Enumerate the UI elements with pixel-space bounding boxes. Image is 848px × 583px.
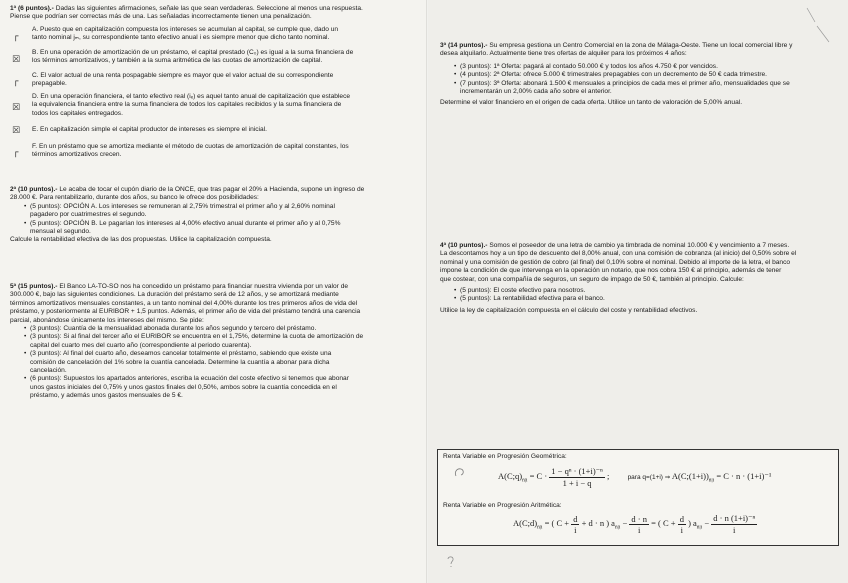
question-2-option-b: (5 puntos): OPCIÓN B. Le pagarían los intereses al 4,00% efectivo anual durante el primer año y al 0,75% [30,219,341,227]
arithmetic-minus-2: − [704,517,710,528]
arithmetic-mid-3: ) a [688,517,697,528]
geometric-numerator: 1 − qⁿ · (1+i)⁻ⁿ [551,466,603,476]
question-5-line-2: 300.000 €, bajo las siguientes condiciones. La duración del préstamo será de 12 años, y se amortizará mediante [10,291,339,299]
geometric-rhs-sub: n̄|i [708,477,715,484]
question-4-part-2: (5 puntos): La rentabilidad efectiva para el banco. [460,295,605,303]
arithmetic-dn-over-i [629,514,649,535]
question-5 [10,283,420,401]
option-d-line-3: todos los capitales entregados. [32,109,123,117]
arithmetic-i: i [574,524,577,535]
question-3-offer-3: (7 puntos): 3ª Oferta: abonará 1.500 € mensuales a principios de cada mes el primer año, mensualidades que se [460,79,790,87]
arithmetic-i-4: i [733,525,736,535]
option-e-line-1: E. En capitalización simple el capital productor de intereses es siempre el inicial. [32,126,267,133]
question-3-title: 3ª (14 puntos).- [440,42,488,49]
question-5-part-1: (3 puntos): Cuantía de la mensualidad abonada durante los años segundo y tercero del préstamo. [30,325,317,333]
geometric-condition: para q=(1+i) ⇒ [627,473,671,481]
option-a [32,26,422,43]
arithmetic-lhs-sub: n̄|i [537,524,543,531]
option-c [32,72,422,89]
geometric-title: Renta Variable en Progresión Geométrica: [443,453,567,460]
question-2-line-1: Le acaba de tocar el cupón diario de la ONCE, que tras pagar el 20% a Hacienda, supone un ingreso de [59,186,365,193]
arithmetic-eq-2: = ( C + [651,517,676,528]
option-a-line-1: A. Puesto que en capitalización compuesta los intereses se acumulan al capital, se cumple que, dado un [32,26,339,33]
question-3-offer-3-b: incrementarán un 2,00% cada año sobre el anterior. [460,88,612,96]
question-3-offer-1: (3 puntos): 1ª Oferta: pagará al contado 50.000 € y todos los años 4.750 € por vencidos. [460,62,718,70]
question-5-line-3: términos amortizativos mensuales constantes, a un tanto nominal del 4,00% durante los tres primeros años de vida del [10,299,358,307]
arithmetic-mid-1: + d · n ) a [581,517,615,528]
question-4-line-5: que costear, con una compañía de seguros, un seguro de impago de 50 €, también al principio. Calcule: [440,275,744,283]
question-1 [10,5,420,22]
question-4-part-1: (5 puntos): El coste efectivo para nosotros. [460,287,586,295]
question-5-part-3-b: comisión de cancelación del 1% sobre la cuantía cancelada. Determine la cuantía a abonar para dicha [30,358,330,366]
question-5-part-4-c: préstamo, y además unos gastos mensuales de 5 €. [30,392,183,400]
checkbox-d[interactable]: ☒ [12,103,21,113]
option-c-line-2: prepagable. [32,80,67,88]
option-d-line-2: la equivalencia financiera entre la suma financiera de todos los capitales recibidos y la suma financiera de [32,101,342,109]
geometric-mid: = C · [529,470,548,481]
option-b-line-1: B. En una operación de amortización de un préstamo, el capital prestado (C₀) es igual a la suma financiera de [32,49,354,56]
question-2-title: 2ª (10 puntos).- [10,186,58,193]
question-4-line-4: impone la condición de que intervenga en la operación un notario, que nos cobra 150 € al principio, además de tener [440,267,782,275]
question-3-line-1: Su empresa gestiona un Centro Comercial en la zona de Málaga-Oeste. Tiene un local comercial libre y [489,42,793,49]
checkbox-f[interactable]: ┌ [13,148,19,158]
arithmetic-last-fraction [711,513,757,535]
question-5-part-3: (3 puntos): Al final del cuarto año, deseamos cancelar totalmente el préstamo, sabiendo que existe una [30,350,332,358]
option-f-line-2: términos amortizativos crecen. [32,151,122,159]
question-mark-scribble-icon [446,555,456,569]
question-2-footer: Calcule la rentabilidad efectiva de las dos propuestas. Utilice la capitalización compuesta. [10,236,272,244]
pencil-scribble-icon [453,466,467,480]
checkbox-b[interactable]: ☒ [12,55,21,65]
question-5-part-2: (3 puntos): Si al final del tercer año el EURIBOR se encuentra en el 1,75%, determine la cuota de amortización de [30,333,364,341]
option-d [32,93,422,118]
option-f-line-1: F. En un préstamo que se amortiza mediante el método de cuotas de amortización de capital constantes, los [32,143,349,150]
option-a-line-2: tanto nominal jₘ, su correspondiente tanto efectivo anual i es siempre menor que dicho tanto nominal. [32,34,330,42]
geometric-formula [498,466,771,488]
arithmetic-dn: d · n [631,513,647,524]
question-2-option-b-2: mensual el segundo. [30,228,91,236]
arithmetic-i-3: i [680,524,683,535]
question-4 [440,242,842,315]
geometric-lhs: A(C;q) [498,470,523,481]
option-f [32,143,422,160]
geometric-rhs: A(C;(1+i)) [671,470,709,481]
arithmetic-last-numerator: d · n (1+i)⁻ⁿ [713,513,756,523]
option-b-line-2: los términos amortizativos, y también a la suma aritmética de las cuotas de amortización de capital. [32,57,323,65]
question-5-part-3-c: cancelación. [30,367,67,375]
arithmetic-minus: − [622,517,628,528]
question-5-part-4-b: unos gastos iniciales del 0,75% y unos gastos finales del 0,50%, ambos sobre la cuantía concedida en el [30,383,337,391]
question-4-line-2: La descontamos hoy a un tipo de descuento del 8,00% anual, con una comisión de cobranza (al inicio) del 0,50% sobre el [440,250,797,258]
geometric-fraction [549,466,605,488]
checkbox-c[interactable]: ┌ [13,77,19,87]
question-5-line-5: parcial, abonándose únicamente los intereses del mismo. Se pide: [10,316,204,324]
arithmetic-d: d [573,513,578,524]
geometric-lhs-sub: n̄|i [522,477,528,484]
option-d-line-1: D. En una operación financiera, el tanto efectivo real (iₑ) es aquel tanto anual de capitalización que establece [32,93,351,100]
arithmetic-a-sub-2: n̄|i [696,524,703,531]
pencil-mark-icon [803,6,833,46]
question-5-title: 5ª (15 puntos).- [10,283,58,290]
arithmetic-lhs: A(C;d) [513,517,538,528]
arithmetic-i-2: i [637,524,641,535]
arithmetic-a-sub: n̄|i [614,524,621,531]
question-3-line-2: desea alquilarlo. Actualmente tiene tres ofertas de alquiler para los próximos 4 años: [440,50,687,58]
question-3-footer: Determine el valor financiero en el origen de cada oferta. Utilice un tanto de valoración de 5,00% anual. [440,99,743,107]
question-4-footer: Utilice la ley de capitalización compuesta en el cálculo del coste y rentabilidad efectivos. [440,306,698,314]
option-c-line-1: C. El valor actual de una renta pospagable siempre es mayor que el valor actual de su correspondiente [32,72,334,79]
arithmetic-d-over-i [571,514,579,535]
question-5-part-2-b: capital del cuarto mes del cuarto año (correspondiente al periodo cuarenta). [30,341,252,349]
checkbox-e[interactable]: ☒ [12,126,21,136]
question-4-line-3: nominal y una comisión de gestión de cobro (al final) del 0,10% sobre el nominal. Debido al importe de la letra, el banco [440,258,791,266]
question-1-intro: Dadas las siguientes afirmaciones, señale las que sean verdaderas. Seleccione al menos una respuesta. [55,5,363,12]
question-5-line-4: préstamo, y posteriormente al EURIBOR + 1,5 puntos. Además, el primer año de vida del préstamo tendrá una carencia [10,308,361,316]
question-2-option-a-2: pagadero por cuatrimestres el segundo. [30,211,147,219]
question-1-title: 1ª (6 puntos).- [10,5,54,12]
question-4-title: 4ª (10 puntos).- [440,242,488,249]
question-2-line-2: 28.000 €. Para rentabilizarlo, durante dos años, su banco le ofrece dos posibilidades: [10,194,259,202]
question-3 [440,42,842,108]
option-b [32,49,422,66]
arithmetic-d-over-i-2 [678,514,686,535]
arithmetic-title: Renta Variable en Progresión Aritmética: [443,502,562,509]
question-2 [10,186,420,245]
arithmetic-eq: = ( C + [544,517,570,528]
question-3-offer-2: (4 puntos): 2ª Oferta: ofrece 5.000 € trimestrales prepagables con un decremento de 50 € cada trimestre. [460,71,768,79]
question-1-intro-2: Piense que podrían ser correctas más de una. Las señaladas incorrectamente tienen una penalización. [10,13,312,21]
right-exam-page [428,0,848,583]
question-5-part-4: (6 puntos): Supuestos los apartados anteriores, escriba la ecuación del coste efectivo si tenemos que abonar [30,375,349,383]
geometric-rhs-end: = C · n · (1+i)⁻¹ [716,470,772,481]
question-2-option-a: (5 puntos): OPCIÓN A. Los intereses se remuneran al 2,75% trimestral el primer año y al 2,60% nominal [30,202,335,210]
geometric-separator: ; [606,470,610,481]
question-5-line-1: El Banco LA-TO-SO nos ha concedido un préstamo para financiar nuestra vivienda por un valor de [59,283,349,290]
geometric-denominator: 1 + i − q [562,478,592,488]
arithmetic-d-2: d [679,513,684,524]
arithmetic-formula [513,513,757,535]
formula-box [437,449,839,546]
option-e [32,126,422,134]
checkbox-a[interactable]: ┌ [13,32,19,42]
question-4-line-1: Somos el poseedor de una letra de cambio ya timbrada de nominal 10.000 € y vencimiento a 7 meses. [489,242,790,249]
